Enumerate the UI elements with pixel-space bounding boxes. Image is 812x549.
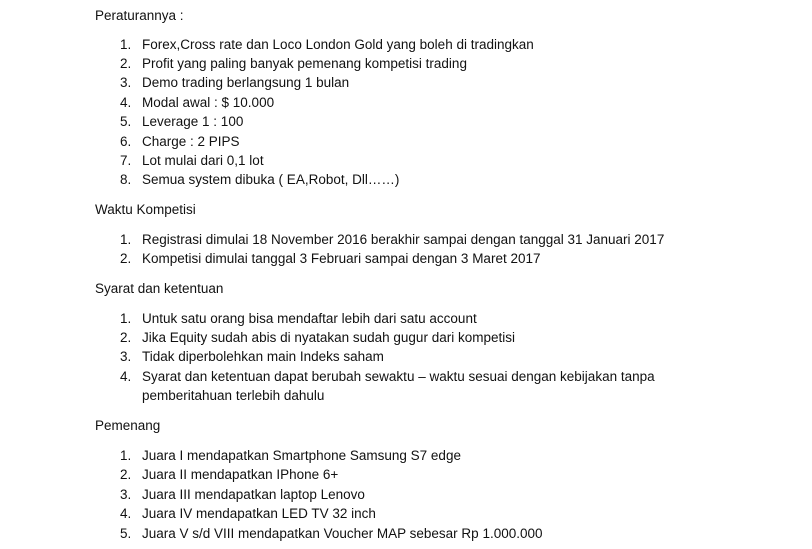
- list-text: Juara II mendapatkan IPhone 6+: [142, 467, 339, 482]
- list-text-continuation: pemberitahuan terlebih dahulu: [142, 388, 325, 403]
- list-item: [120, 526, 543, 542]
- list-item: [120, 506, 376, 522]
- list-item: [120, 75, 349, 91]
- list-item: [120, 251, 540, 267]
- list-number: 3.: [120, 349, 132, 364]
- section-heading-pemenang: Pemenang: [95, 418, 161, 433]
- list-text: Registrasi dimulai 18 November 2016 berakhir sampai dengan tanggal 31 Januari 2017: [142, 232, 665, 247]
- list-text: Juara I mendapatkan Smartphone Samsung S7 edge: [142, 448, 461, 463]
- list-text: Syarat dan ketentuan dapat berubah sewaktu – waktu sesuai dengan kebijakan tanpa: [142, 369, 655, 384]
- list-text: Tidak diperbolehkan main Indeks saham: [142, 349, 384, 364]
- list-text: Lot mulai dari 0,1 lot: [142, 153, 264, 168]
- list-item: [120, 172, 399, 188]
- list-number: 7.: [120, 153, 132, 168]
- list-text: Charge : 2 PIPS: [142, 134, 240, 149]
- list-text: Untuk satu orang bisa mendaftar lebih dari satu account: [142, 311, 477, 326]
- list-item: [120, 487, 365, 503]
- list-text: Leverage 1 : 100: [142, 114, 244, 129]
- list-text: Semua system dibuka ( EA,Robot, Dll……): [142, 172, 400, 187]
- list-number: 1.: [120, 37, 132, 52]
- list-text: Jika Equity sudah abis di nyatakan sudah gugur dari kompetisi: [142, 330, 515, 345]
- list-text: Profit yang paling banyak pemenang kompetisi trading: [142, 56, 467, 71]
- section-heading-syarat: Syarat dan ketentuan: [95, 281, 224, 296]
- list-item: [120, 232, 664, 248]
- list-item: [120, 95, 274, 111]
- list-number: 4.: [120, 369, 132, 384]
- list-item: [120, 467, 338, 483]
- list-text: Forex,Cross rate dan Loco London Gold yang boleh di tradingkan: [142, 37, 534, 52]
- list-number: 1.: [120, 232, 132, 247]
- list-number: 6.: [120, 134, 132, 149]
- list-item: [120, 369, 655, 385]
- list-number: 2.: [120, 330, 132, 345]
- list-item: [120, 153, 264, 169]
- list-item: [120, 134, 240, 150]
- list-item: [120, 330, 515, 346]
- list-text: Juara IV mendapatkan LED TV 32 inch: [142, 506, 376, 521]
- list-number: 3.: [120, 487, 132, 502]
- list-text: Juara V s/d VIII mendapatkan Voucher MAP sebesar Rp 1.000.000: [142, 526, 543, 541]
- list-number: 8.: [120, 172, 132, 187]
- list-number: 4.: [120, 506, 132, 521]
- list-item: [120, 114, 243, 130]
- list-number: 5.: [120, 114, 132, 129]
- section-heading-peraturan: Peraturannya :: [95, 8, 184, 23]
- list-number: 1.: [120, 311, 132, 326]
- list-text: Demo trading berlangsung 1 bulan: [142, 75, 350, 90]
- list-number: 3.: [120, 75, 132, 90]
- section-heading-waktu: Waktu Kompetisi: [95, 202, 196, 217]
- list-number: 5.: [120, 526, 132, 541]
- list-item: [120, 37, 534, 53]
- list-text: Kompetisi dimulai tanggal 3 Februari sampai dengan 3 Maret 2017: [142, 251, 541, 266]
- list-number: 4.: [120, 95, 132, 110]
- list-number: 2.: [120, 56, 132, 71]
- list-text: Modal awal : $ 10.000: [142, 95, 275, 110]
- list-item: [120, 349, 384, 365]
- list-item: [120, 311, 477, 327]
- list-number: 2.: [120, 251, 132, 266]
- list-number: 2.: [120, 467, 132, 482]
- list-number: 1.: [120, 448, 132, 463]
- list-text: Juara III mendapatkan laptop Lenovo: [142, 487, 365, 502]
- list-item: [120, 448, 461, 464]
- list-item: [120, 56, 467, 72]
